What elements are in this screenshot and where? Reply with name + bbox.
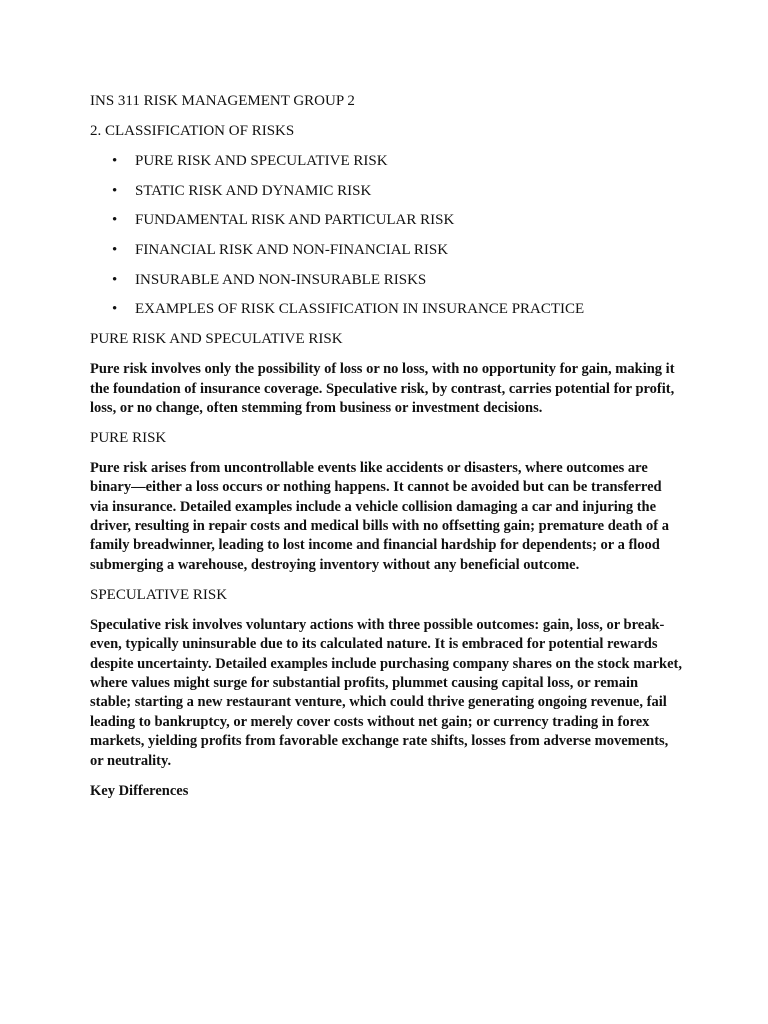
list-item-label: PURE RISK AND SPECULATIVE RISK [135,153,388,169]
document-page [90,92,682,812]
intro-paragraph: Pure risk involves only the possibility of loss or no loss, with no opportunity for gain, making it the foundation of insurance coverage. Speculative risk, by contrast, carries potential for profit, loss, or no change, often stemming from business or investment decisions. [90,361,675,416]
list-item-label: STATIC RISK AND DYNAMIC RISK [135,182,372,199]
list-item [90,182,682,202]
bullet-icon: • [112,301,118,318]
list-item [90,300,682,320]
list-item [90,241,682,261]
list-item-label: FINANCIAL RISK AND NON-FINANCIAL RISK [135,242,449,259]
bullet-icon: • [112,153,118,169]
pure-risk-heading: PURE RISK [90,429,167,446]
speculative-risk-heading: SPECULATIVE RISK [90,586,228,603]
section-heading: 2. CLASSIFICATION OF RISKS [90,123,295,139]
bullet-icon: • [112,242,118,259]
bullet-icon: • [112,212,118,229]
classification-list [90,152,682,320]
list-item-label: FUNDAMENTAL RISK AND PARTICULAR RISK [135,212,455,229]
key-differences-heading: Key Differences [90,782,189,799]
document-title: INS 311 RISK MANAGEMENT GROUP 2 [90,93,355,109]
list-item-label: INSURABLE AND NON-INSURABLE RISKS [135,271,427,288]
speculative-risk-paragraph: Speculative risk involves voluntary actions with three possible outcomes: gain, loss, or break-even, typically uninsurable due to its calculated nature. It is embraced for potential rewards despite uncertainty. Detailed examples include purchasing company shares on the stock market, where values might surge for substantial profits, plummet causing capital loss, or remain stable; starting a new restaurant venture, which could thrive generating ongoing revenue, fail leading to bankruptcy, or merely cover costs without net gain; or currency trading in forex markets, yielding profits from favorable exchange rate shifts, losses from adverse movements, or neutrality. [90,616,682,769]
bullet-icon: • [112,271,118,288]
list-item-label: EXAMPLES OF RISK CLASSIFICATION IN INSURANCE PRACTICE [135,301,585,318]
subsection-heading: PURE RISK AND SPECULATIVE RISK [90,331,343,348]
bullet-icon: • [112,182,118,199]
list-item [90,271,682,291]
list-item [90,152,682,172]
list-item [90,211,682,231]
pure-risk-paragraph: Pure risk arises from uncontrollable events like accidents or disasters, where outcomes are binary—either a loss occurs or nothing happens. It cannot be avoided but can be transferred via insurance. Detailed examples include a vehicle collision damaging a car and injuring the driver, resulting in repair costs and medical bills with no offsetting gain; premature death of a family breadwinner, leading to lost income and financial hardship for dependents; or a flood submerging a warehouse, destroying inventory without any beneficial outcome. [90,459,669,573]
